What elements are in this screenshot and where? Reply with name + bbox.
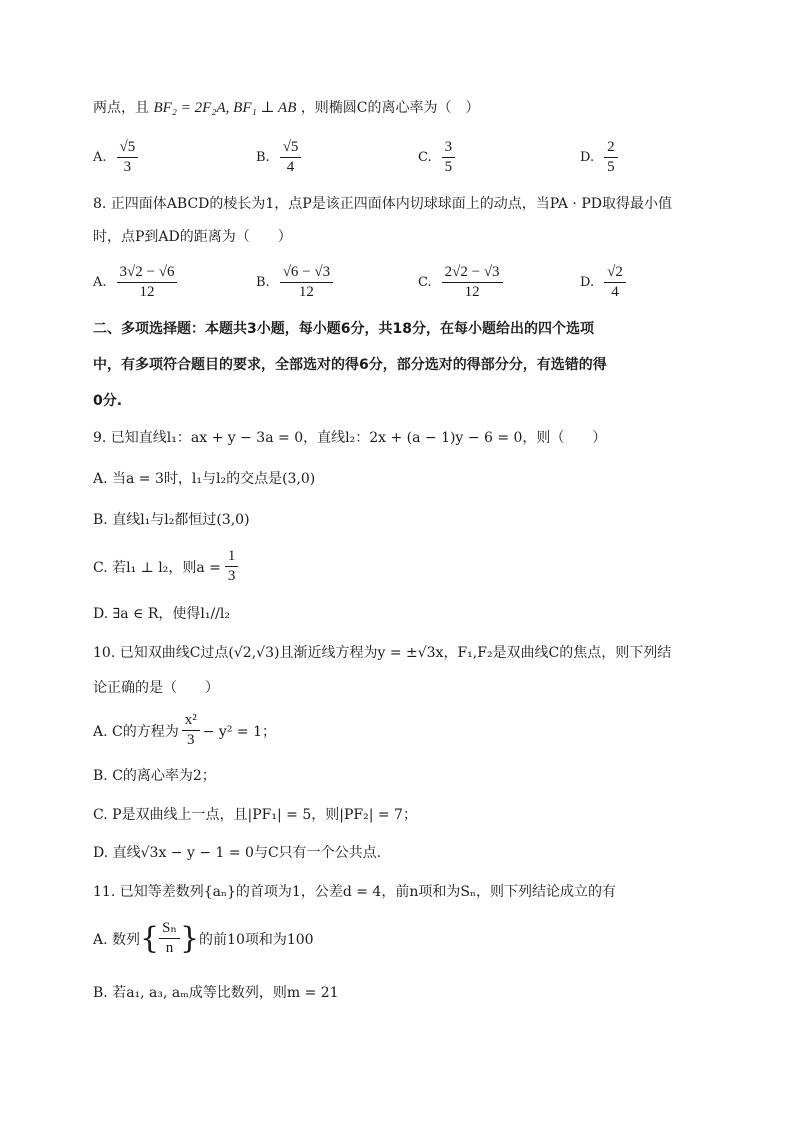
q7-condition: BF₂ = 2F₂A, BF₁ ⊥ AB: [153, 100, 297, 116]
q10-option-c: C. P是双曲线上一点，且|PF₁| = 5，则|PF₂| = 7；: [93, 807, 417, 823]
q9-option-a: A. 当a = 3时，l₁与l₂的交点是(3,0): [93, 471, 316, 487]
section-heading-line1: 二、多项选择题：本题共3小题，每小题6分，共18分，在每小题给出的四个选项: [93, 321, 594, 337]
q8-option-c: C. $\frac{2√2 - √3}{12}$: [418, 264, 503, 301]
left-brace: {: [140, 921, 160, 956]
q9-option-b: B. 直线l₁与l₂都恒过(3,0): [93, 512, 250, 528]
q11-stem: 11. 已知等差数列{aₙ}的首项为1，公差d = 4，前n项和为Sₙ，则下列结论成立的有: [93, 884, 617, 900]
q10-stem-line1: 10. 已知双曲线C过点(√2,√3)且渐近线方程为y = ±√3x，F₁,F₂是双曲线C的焦点，则下列结: [93, 645, 672, 661]
q10-stem-line2: 论正确的是（ ）: [93, 680, 219, 696]
q11-option-b: B. 若a₁, a₃, aₘ成等比数列，则m = 21: [93, 985, 339, 1001]
q9-option-c: C. 若l₁ ⊥ l₂，则a = $\frac{1}{3}$: [93, 548, 238, 585]
q7-option-b: B. $\frac{√5}{4}$: [256, 139, 301, 176]
q10-option-a: A. C的方程为 $\frac{\text{x²}}{3}$ − y² = 1；: [93, 712, 276, 748]
q10-option-d: D. 直线√3x − y − 1 = 0与C只有一个公共点.: [93, 845, 382, 861]
q7-option-d: D. $\frac{2}{5}$: [580, 139, 618, 176]
q8-option-d: D. $\frac{√2}{4}$: [580, 264, 626, 301]
q9-option-d: D. ∃a ∈ R，使得l₁//l₂: [93, 606, 230, 622]
section-heading-line2: 中，有多项符合题目的要求，全部选对的得6分，部分选对的得部分分，有选错的得: [93, 357, 607, 373]
section-heading-line3: 0分.: [93, 393, 123, 409]
q7-stem: 两点，且 BF₂ = 2F₂A, BF₁ ⊥ AB ，则椭圆C的离心率为（ ）: [93, 100, 480, 116]
q10-option-b: B. C的离心率为2；: [93, 768, 216, 784]
q8-stem-line2: 时，点P到AD的距离为（ ）: [93, 229, 292, 245]
right-brace: }: [179, 921, 200, 956]
q7-option-c: C. $\frac{3}{5}$: [418, 139, 455, 176]
q11-option-a: A. 数列 { $\frac{\text{Sₙ}}{n}$ } 的前10项和为100: [93, 920, 314, 956]
q7-option-a: A. $\frac{√5}{3}$: [93, 139, 138, 176]
q8-option-b: B. $\frac{√6 - √3}{12}$: [256, 264, 333, 301]
q8-stem-line1: 8. 正四面体ABCD的棱长为1，点P是该正四面体内切球球面上的动点，当PA · PD取得最小值: [93, 196, 672, 212]
q9-stem: 9. 已知直线l₁：ax + y − 3a = 0，直线l₂：2x + (a − 1)y − 6 = 0，则（ ）: [93, 430, 607, 446]
q8-option-a: A. $\frac{3√2 - √6}{12}$: [93, 264, 177, 301]
